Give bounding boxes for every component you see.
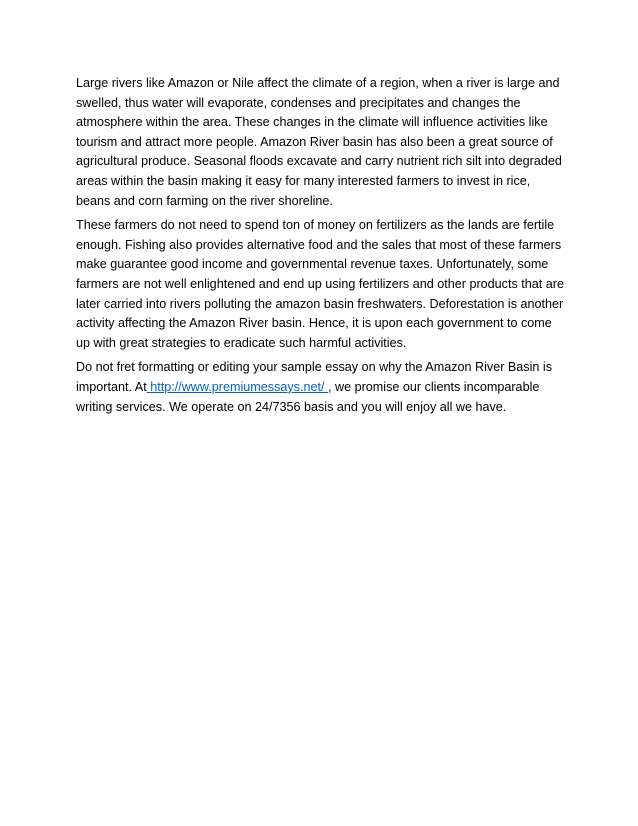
paragraph-3-text-before-link: Do not fret formatting or editing your sample essay on why the Amazon River Basin is important. At (76, 360, 552, 394)
premiumessays-link[interactable]: http://www.premiumessays.net/ (146, 379, 328, 394)
document-body (76, 74, 568, 422)
paragraph-1: Large rivers like Amazon or Nile affect the climate of a region, when a river is large and swelled, thus water will evaporate, condenses and precipitates and changes the atmosphere within the area. These changes in the climate will influence activities like tourism and attract more people. Amazon River basin has also been a great source of agricultural produce. Seasonal floods excavate and carry nutrient rich silt into degraded areas within the basin making it easy for many interested farmers to invest in rice, beans and corn farming on the river shoreline. (76, 76, 562, 208)
paragraph-2: These farmers do not need to spend ton of money on fertilizers as the lands are fertile enough. Fishing also provides alternative food and the sales that most of these farmers make guarantee good income and governmental revenue taxes. Unfortunately, some farmers are not well enlightened and end up using fertilizers and other products that are later carried into rivers polluting the amazon basin freshwaters. Deforestation is another activity affecting the Amazon River basin. Hence, it is upon each government to come up with great strategies to eradicate such harmful activities. (76, 218, 564, 350)
paragraph-3 (76, 358, 568, 417)
paragraph-3-text-after-link: , we promise our clients incomparable writing services. We operate on 24/7356 basis and you will enjoy all we have. (76, 379, 540, 414)
